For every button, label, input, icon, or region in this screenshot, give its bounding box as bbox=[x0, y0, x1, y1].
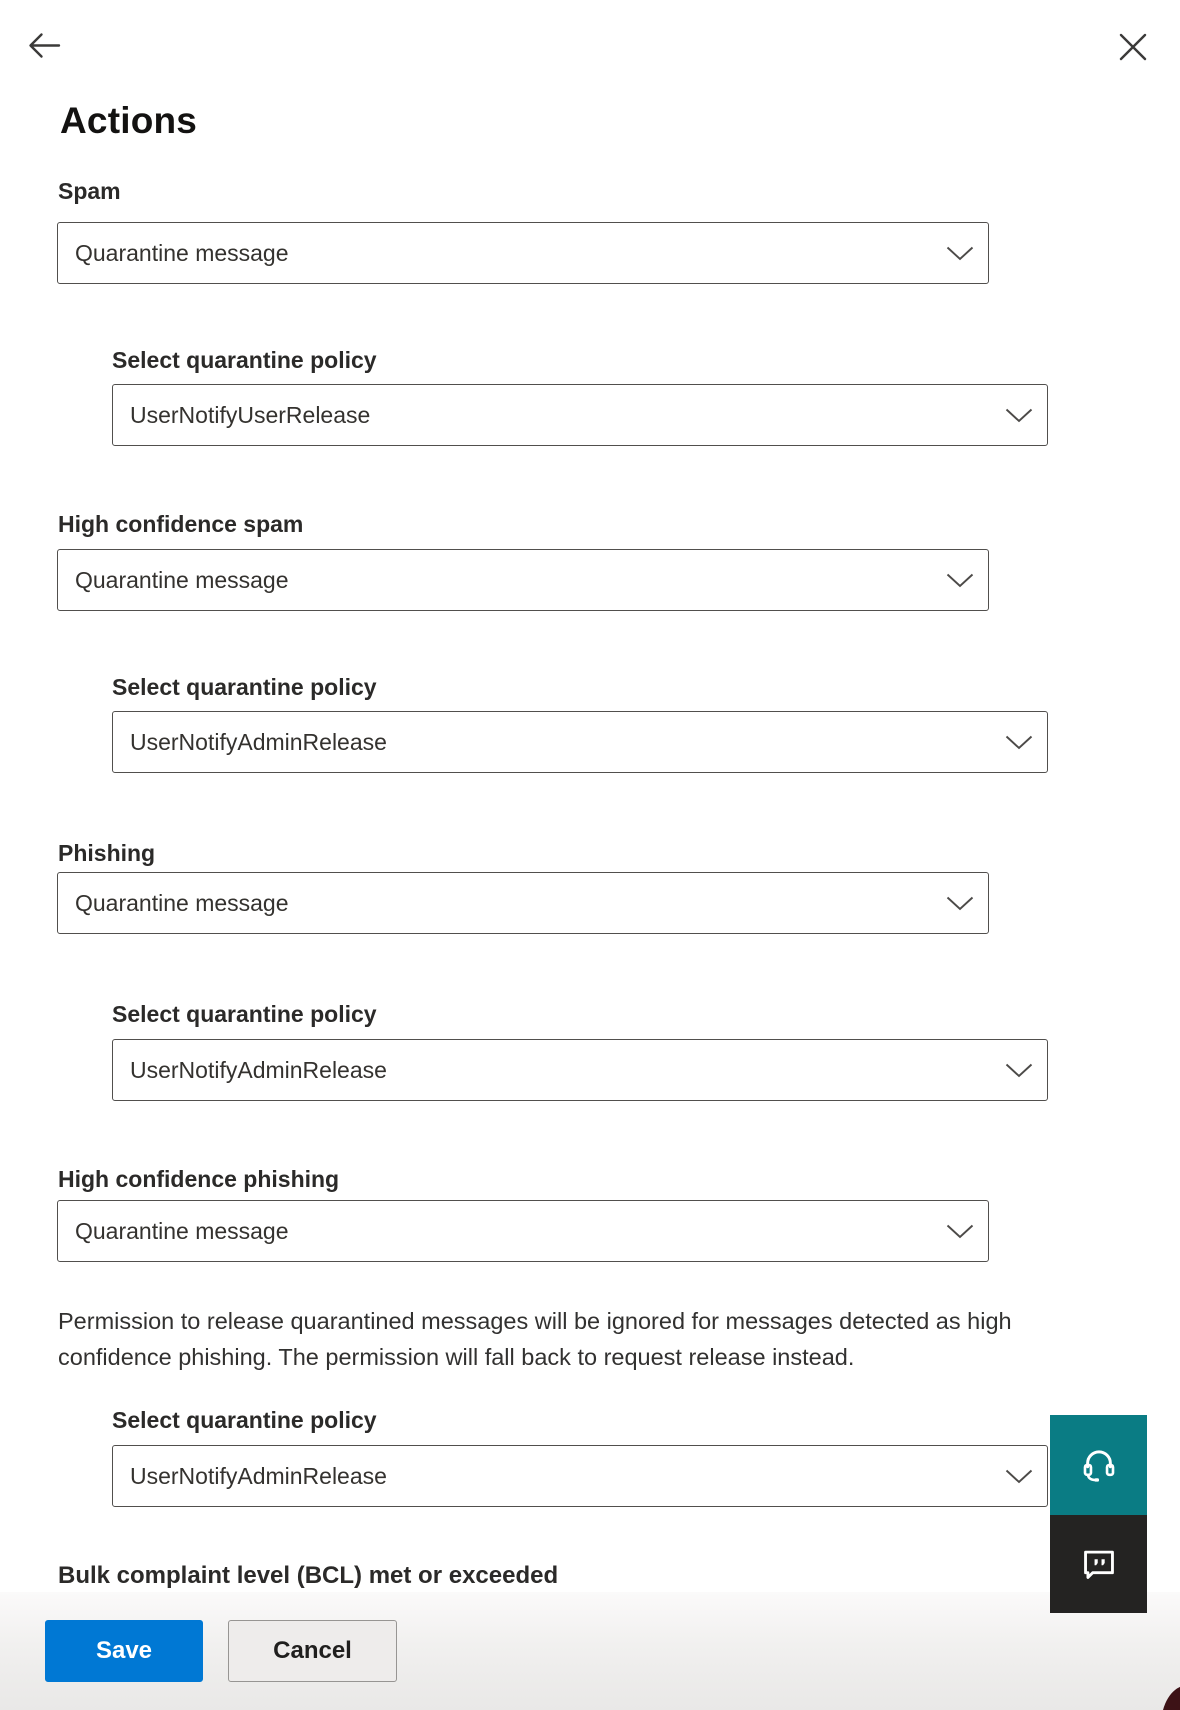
dropdown-high-confidence-spam-action[interactable] bbox=[57, 549, 989, 611]
dropdown-spam-quarantine-policy[interactable] bbox=[112, 384, 1048, 446]
dropdown-spam-action[interactable] bbox=[57, 222, 989, 284]
dropdown-phishing-quarantine-policy-value: UserNotifyAdminRelease bbox=[130, 1056, 387, 1083]
label-spam: Spam bbox=[58, 178, 121, 204]
label-bulk-complaint-level: Bulk complaint level (BCL) met or exceeded bbox=[58, 1562, 559, 1589]
dropdown-hcp-quarantine-policy-value: UserNotifyAdminRelease bbox=[130, 1462, 387, 1489]
save-button[interactable]: Save bbox=[45, 1620, 203, 1682]
dropdown-spam-quarantine-policy-value: UserNotifyUserRelease bbox=[130, 401, 371, 428]
label-high-confidence-spam: High confidence spam bbox=[58, 511, 304, 537]
chevron-down-icon bbox=[946, 573, 974, 588]
dropdown-spam-action-value: Quarantine message bbox=[75, 239, 289, 266]
close-icon bbox=[1119, 33, 1147, 61]
back-button[interactable] bbox=[26, 28, 62, 64]
chat-icon bbox=[1080, 1545, 1118, 1583]
dropdown-phishing-quarantine-policy[interactable] bbox=[112, 1039, 1048, 1101]
label-phishing: Phishing bbox=[58, 840, 156, 866]
chevron-down-icon bbox=[946, 896, 974, 911]
dropdown-high-confidence-phishing-action[interactable] bbox=[57, 1200, 989, 1262]
dropdown-hcp-quarantine-policy[interactable] bbox=[112, 1445, 1048, 1507]
dropdown-phishing-action-value: Quarantine message bbox=[75, 889, 289, 916]
chevron-down-icon bbox=[1005, 735, 1033, 750]
close-button[interactable] bbox=[1119, 33, 1147, 61]
arrow-left-icon bbox=[26, 28, 62, 64]
dropdown-hcs-quarantine-policy[interactable] bbox=[112, 711, 1048, 773]
label-hcp-quarantine-policy: Select quarantine policy bbox=[112, 1407, 377, 1433]
label-high-confidence-phishing: High confidence phishing bbox=[58, 1166, 340, 1192]
page-title: Actions bbox=[60, 100, 198, 141]
label-hcs-quarantine-policy: Select quarantine policy bbox=[112, 674, 377, 700]
dropdown-phishing-action[interactable] bbox=[57, 872, 989, 934]
label-spam-quarantine-policy: Select quarantine policy bbox=[112, 347, 377, 373]
cancel-button[interactable]: Cancel bbox=[228, 1620, 397, 1682]
footer-bar bbox=[0, 1592, 1180, 1710]
feedback-widget-button[interactable] bbox=[1050, 1515, 1147, 1613]
chevron-down-icon bbox=[946, 1224, 974, 1239]
chevron-down-icon bbox=[1005, 408, 1033, 423]
label-phishing-quarantine-policy: Select quarantine policy bbox=[112, 1001, 377, 1027]
support-widget-button[interactable] bbox=[1050, 1415, 1147, 1515]
headset-icon bbox=[1078, 1444, 1120, 1486]
dropdown-high-confidence-spam-action-value: Quarantine message bbox=[75, 566, 289, 593]
chevron-down-icon bbox=[946, 246, 974, 261]
dropdown-high-confidence-phishing-action-value: Quarantine message bbox=[75, 1217, 289, 1244]
chevron-down-icon bbox=[1005, 1063, 1033, 1078]
chevron-down-icon bbox=[1005, 1469, 1033, 1484]
dropdown-hcs-quarantine-policy-value: UserNotifyAdminRelease bbox=[130, 728, 387, 755]
hcp-permission-note: Permission to release quarantined messages will be ignored for messages detected as high confidence phishing. The permission will fall back to request release instead. bbox=[58, 1308, 1012, 1370]
